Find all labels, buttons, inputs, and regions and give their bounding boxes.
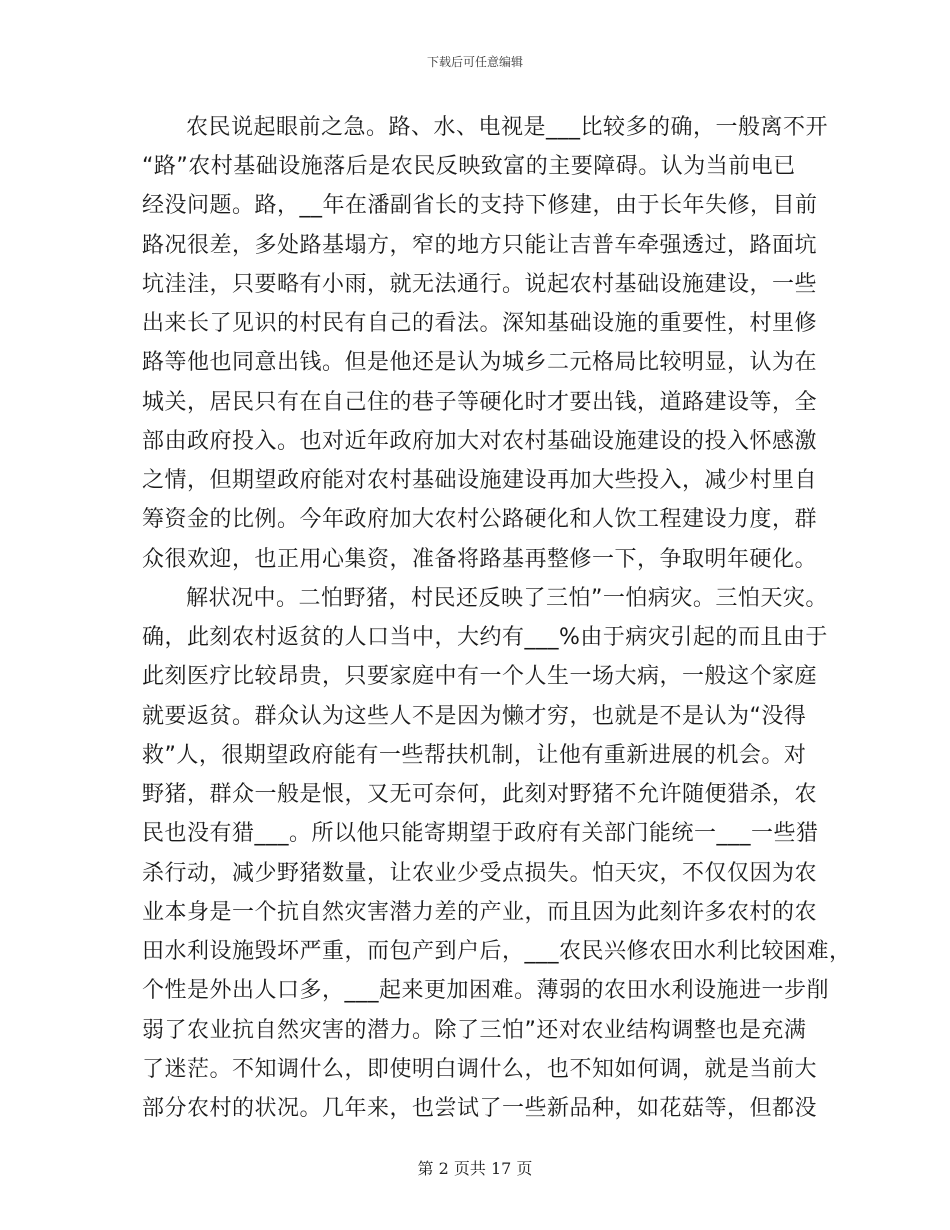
text-line: 个性是外出人口多，___起来更加困难。薄弱的农田水利设施进一步削 <box>142 978 830 1003</box>
page-footer: 第 2 页共 17 页 <box>417 1159 533 1178</box>
text-line: 之情，但期望政府能对农村基础设施建设再加大些投入，减少村里自 <box>142 468 818 493</box>
text-line: 了迷茫。不知调什么，即使明白调什么，也不知如何调，就是当前大 <box>142 1057 818 1082</box>
text-line: 此刻医疗比较昂贵，只要家庭中有一个人生一场大病，一般这个家庭 <box>142 664 818 689</box>
text-line: 城关，居民只有在自己住的巷子等硬化时才要出钱，道路建设等，全 <box>142 390 818 415</box>
text-line: 部分农村的状况。几年来，也尝试了一些新品种，如花菇等，但都没 <box>142 1096 818 1121</box>
text-line: 坑洼洼，只要略有小雨，就无法通行。说起农村基础设施建设，一些 <box>142 272 818 297</box>
text-line: 确，此刻农村返贫的人口当中，大约有___%由于病灾引起的而且由于 <box>142 625 828 650</box>
text-line: 众很欢迎，也正用心集资，准备将路基再整修一下，争取明年硬化。 <box>142 547 818 572</box>
text-line: 业本身是一个抗自然灾害潜力差的产业，而且因为此刻许多农村的农 <box>142 900 818 925</box>
text-line: “路”农村基础设施落后是农民反映致富的主要障碍。认为当前电已 <box>142 154 796 179</box>
text-line: 农民说起眼前之急。路、水、电视是___比较多的确，一般离不开 <box>186 115 829 140</box>
text-line: 就要返贫。群众认为这些人不是因为懒才穷，也就是不是认为“没得 <box>142 704 807 729</box>
text-line: 经没问题。路，__年在潘副省长的支持下修建，由于长年失修，目前 <box>142 193 818 218</box>
text-line: 出来长了见识的村民有自己的看法。深知基础设施的重要性，村里修 <box>142 311 818 336</box>
text-line: 田水利设施毁坏严重，而包产到户后，___农民兴修农田水利比较困难， <box>142 939 852 964</box>
text-line: 杀行动，减少野猪数量，让农业少受点损失。怕天灾，不仅仅因为农 <box>142 861 818 886</box>
text-line: 部由政府投入。也对近年政府加大对农村基础设施建设的投入怀感激 <box>142 429 818 454</box>
text-line: 民也没有猎___。所以他只能寄期望于政府有关部门能统一___一些猎 <box>142 821 819 846</box>
text-line: 弱了农业抗自然灾害的潜力。除了三怕”还对农业结构调整也是充满 <box>142 1018 807 1043</box>
text-line: 筹资金的比例。今年政府加大农村公路硬化和人饮工程建设力度，群 <box>142 507 818 532</box>
text-line: 救”人，很期望政府能有一些帮扶机制，让他有重新进展的机会。对 <box>142 743 807 768</box>
text-line: 路等他也同意出钱。但是他还是认为城乡二元格局比较明显，认为在 <box>142 350 818 375</box>
text-line: 野猪，群众一般是恨，又无可奈何，此刻对野猪不允许随便猎杀，农 <box>142 782 818 807</box>
page-header: 下载后可任意编辑 <box>426 55 523 69</box>
text-line: 解状况中。二怕野猪，村民还反映了三怕”一怕病灾。三怕天灾。 <box>186 586 828 611</box>
text-line: 路况很差，多处路基塌方，窄的地方只能让吉普车牵强透过，路面坑 <box>142 233 818 258</box>
